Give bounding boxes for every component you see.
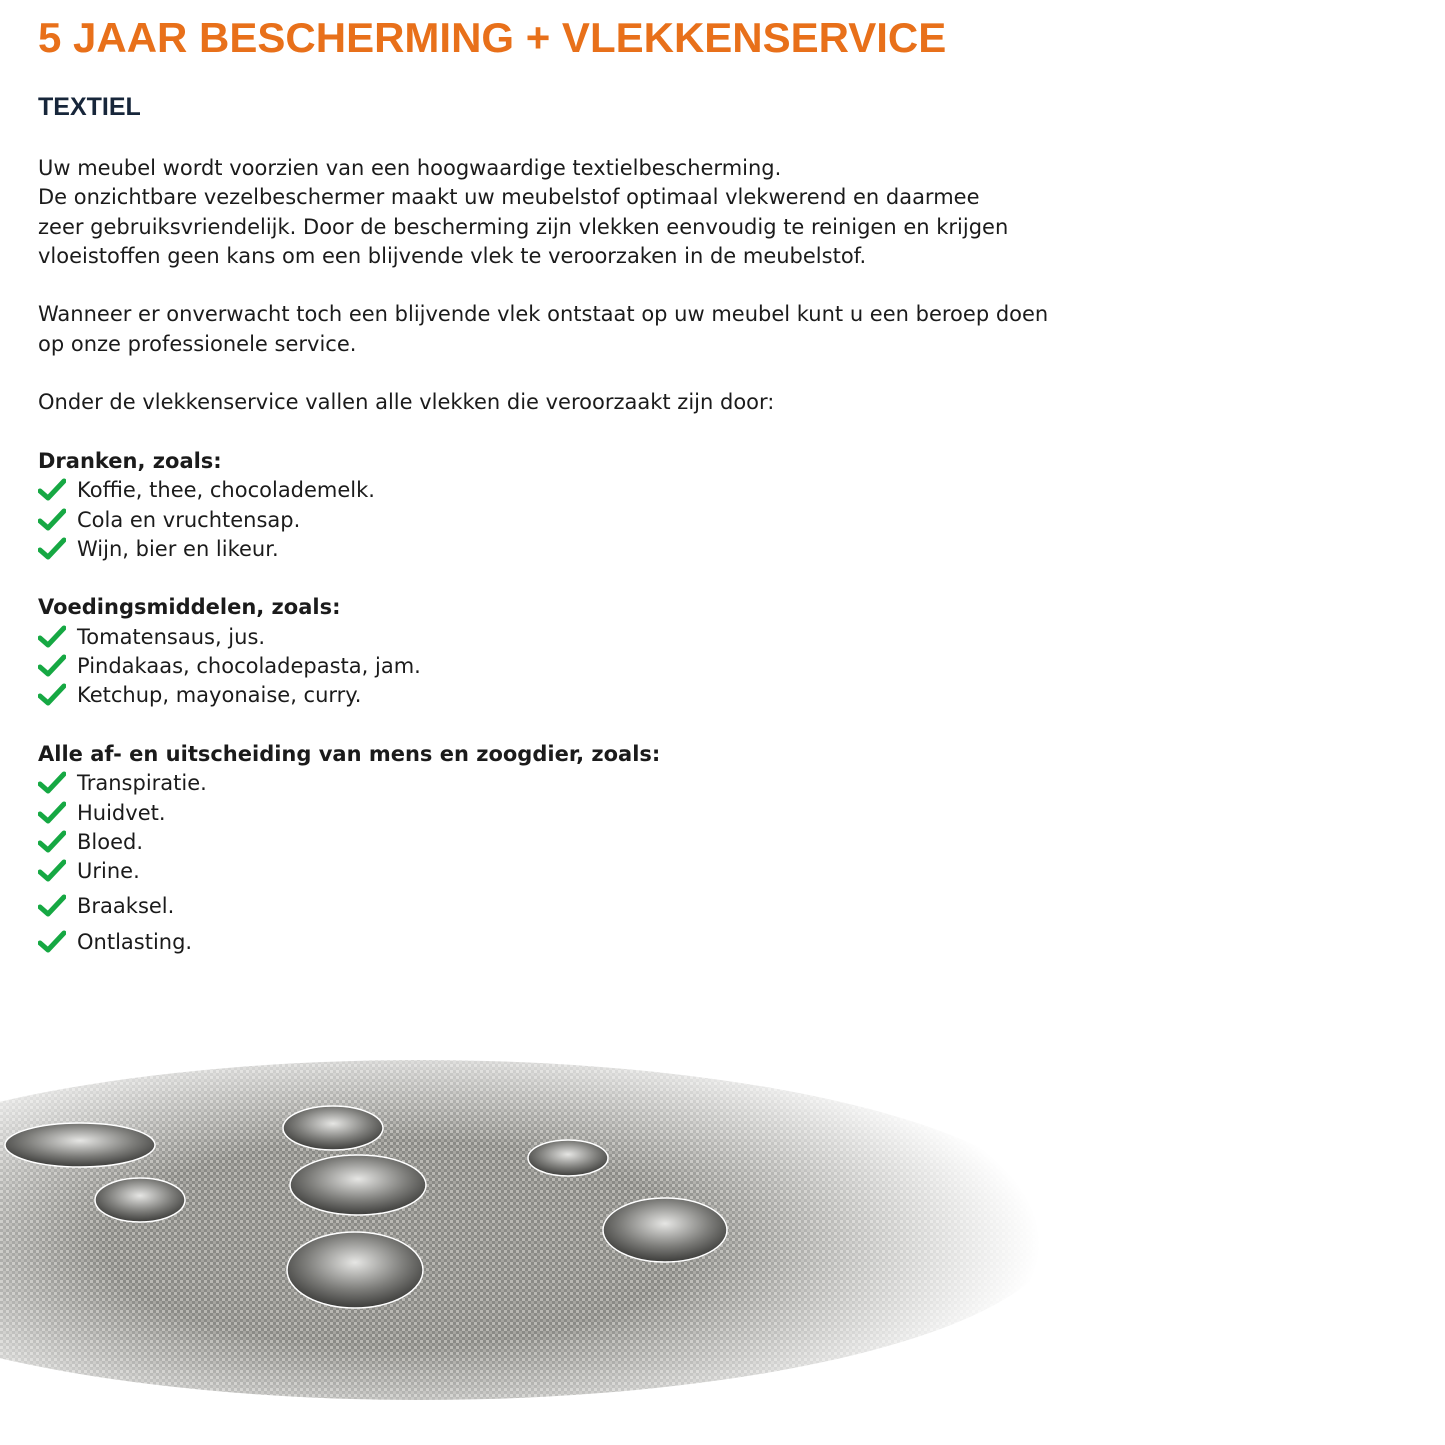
list-item-text: Ketchup, mayonaise, curry.: [77, 683, 362, 708]
water-droplet: [5, 1123, 155, 1167]
water-droplet: [528, 1140, 608, 1176]
checklist: [38, 769, 1138, 957]
check-icon: [38, 894, 66, 918]
checklist: [38, 476, 1138, 564]
intro-line: Uw meubel wordt voorzien van een hoogwaardige textielbescherming.: [38, 156, 782, 180]
check-icon: [38, 859, 66, 883]
list-item: [38, 857, 1138, 886]
service-line: Wanneer er onverwacht toch een blijvende vlek ontstaat op uw meubel kunt u een beroep doen: [38, 302, 1049, 327]
page-title: 5 JAAR BESCHERMING + VLEKKENSERVICE: [38, 14, 947, 61]
fabric-droplets-image: [0, 1040, 1040, 1410]
list-item: [38, 892, 1138, 921]
intro-line: vloeistoffen geen kans om een blijvende vlek te veroorzaken in de meubelstof.: [38, 243, 867, 268]
list-item-text: Pindakaas, chocoladepasta, jam.: [77, 654, 421, 679]
list-item-text: Ontlasting.: [77, 929, 193, 954]
check-icon: [38, 930, 66, 954]
lead-paragraph: Onder de vlekkenservice vallen alle vlekken die veroorzaakt zijn door:: [38, 390, 775, 415]
section-heading: Dranken, zoals:: [38, 448, 222, 473]
service-line: op onze professionele service.: [38, 331, 357, 356]
list-item: [38, 828, 1138, 857]
list-item-text: Koffie, thee, chocolademelk.: [77, 478, 375, 503]
water-droplet: [283, 1106, 383, 1150]
list-item-text: Huidvet.: [77, 800, 166, 825]
intro-line: De onzichtbare vezelbeschermer maakt uw meubelstof optimaal vlekwerend en daarmee: [38, 185, 980, 210]
check-icon: [38, 683, 66, 707]
checklist: [38, 623, 1138, 711]
list-item: [38, 623, 1138, 652]
list-item-text: Braaksel.: [77, 894, 175, 919]
document-body: [38, 154, 1138, 986]
check-icon: [38, 537, 66, 561]
check-icon: [38, 654, 66, 678]
check-icon: [38, 478, 66, 502]
water-droplet: [290, 1155, 426, 1215]
check-icon: [38, 625, 66, 649]
list-item-text: Transpiratie.: [77, 771, 207, 796]
list-item: [38, 652, 1138, 681]
list-item: [38, 681, 1138, 710]
service-paragraph: [38, 300, 1138, 359]
list-item-text: Tomatensaus, jus.: [77, 624, 266, 649]
list-item: [38, 928, 1138, 957]
list-item: [38, 769, 1138, 798]
section-subtitle: TEXTIEL: [38, 93, 141, 121]
water-droplet: [95, 1178, 185, 1222]
water-droplet: [603, 1198, 727, 1262]
check-icon: [38, 830, 66, 854]
list-item-text: Bloed.: [77, 829, 144, 854]
list-item-text: Cola en vruchtensap.: [77, 507, 301, 532]
section-heading: Alle af- en uitscheiding van mens en zoogdier, zoals:: [38, 741, 661, 766]
list-item: [38, 799, 1138, 828]
list-item-text: Wijn, bier en likeur.: [77, 536, 279, 561]
water-droplet: [287, 1232, 423, 1308]
list-item-text: Urine.: [77, 859, 140, 884]
list-item: [38, 535, 1138, 564]
intro-line: zeer gebruiksvriendelijk. Door de bescherming zijn vlekken eenvoudig te reinigen en krijgen: [38, 214, 1009, 239]
check-icon: [38, 508, 66, 532]
intro-paragraph: [38, 154, 1138, 271]
check-icon: [38, 801, 66, 825]
list-item: [38, 476, 1138, 505]
check-icon: [38, 771, 66, 795]
list-item: [38, 506, 1138, 535]
section-heading: Voedingsmiddelen, zoals:: [38, 595, 341, 620]
